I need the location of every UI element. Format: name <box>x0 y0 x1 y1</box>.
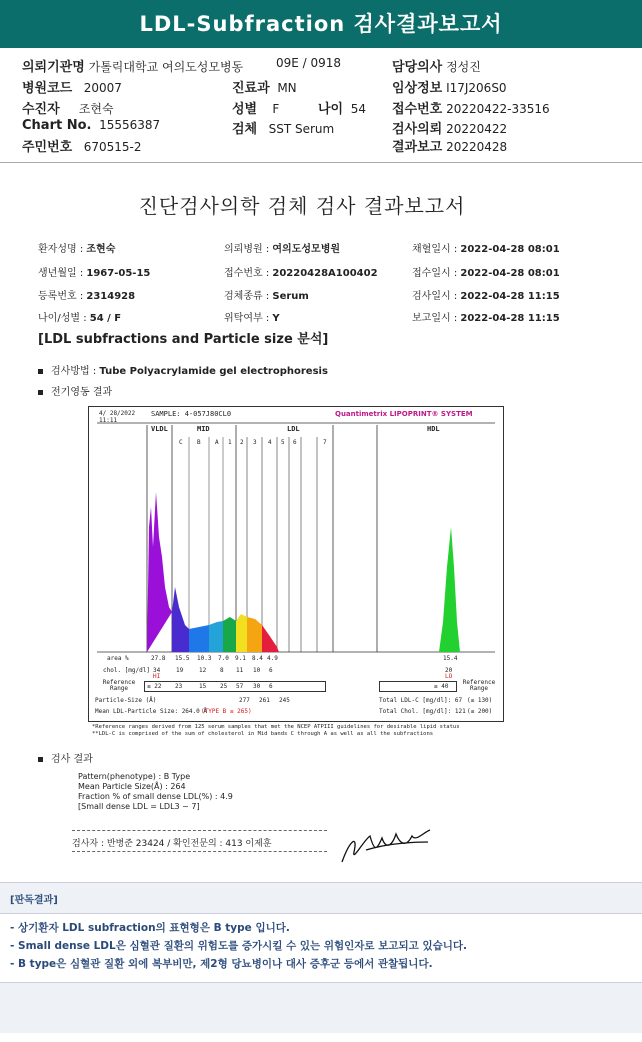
meta-value: 20220422 <box>446 122 508 136</box>
result-block <box>78 772 233 812</box>
field-value: 2022-04-28 08:01 <box>460 268 560 279</box>
field-label: 접수번호 : <box>224 268 270 279</box>
particle-size-value: 261 <box>259 697 270 704</box>
section-heading: [LDL subfractions and Particle size 분석] <box>38 332 329 347</box>
subband-2: 2 <box>240 439 244 446</box>
meta-value: 20007 <box>83 81 122 95</box>
band-label-hdl: HDL <box>427 425 440 433</box>
meta-value: 20220422-33516 <box>446 102 550 116</box>
judgment-line: - Small dense LDL은 심혈관 질환의 위험도를 증가시킬 수 있는 위험인자로 보고되고 있습니다. <box>10 940 468 952</box>
area-value: 8.4 <box>252 655 263 662</box>
field-value: 2022-04-28 11:15 <box>460 313 560 324</box>
result-line: Mean Particle Size(Å) : 264 <box>78 782 186 791</box>
mida-peak <box>209 621 223 652</box>
meta-value: MN <box>277 81 297 95</box>
meta-value: 54 <box>350 102 367 116</box>
total-ldl-label: Total LDL-C [mg/dl]: 67 <box>379 697 463 704</box>
ref-label: Reference Range <box>102 679 136 692</box>
ref-value: 57 <box>236 683 244 690</box>
meta-label: 병원코드 <box>22 81 73 96</box>
subband-5: 5 <box>281 439 285 446</box>
electro-label: 전기영동 결과 <box>51 387 113 398</box>
ldl1-peak <box>223 617 236 652</box>
chart-brand: Quantimetrix LIPOPRINT® SYSTEM <box>335 410 473 418</box>
electrophoresis-chart <box>88 406 504 722</box>
total-chol-label: Total Chol. [mg/dl]: 121 <box>379 708 466 715</box>
ldl4-peak <box>262 625 279 652</box>
meta-value: 15556387 <box>99 118 161 132</box>
metadata-panel <box>0 50 642 163</box>
handwritten-signature <box>336 822 436 872</box>
field-value: 2022-04-28 11:15 <box>460 291 560 302</box>
report-document <box>14 170 590 880</box>
hdl-peak <box>439 527 460 652</box>
meta-value: F <box>272 102 280 116</box>
midc-peak <box>172 587 189 652</box>
subband-4: 4 <box>268 439 272 446</box>
vldl-peak <box>147 492 172 652</box>
total-chol-ref: (≤ 200) <box>467 708 493 715</box>
area-label: area % <box>107 655 129 662</box>
chol-flag-hi: HI <box>153 673 161 680</box>
field-value: 1967-05-15 <box>86 268 151 279</box>
area-value: 4.9 <box>267 655 278 662</box>
ldl3-peak <box>247 617 262 652</box>
chol-value: 19 <box>176 667 184 674</box>
meta-label: 접수번호 <box>392 102 443 117</box>
field-value: Y <box>272 313 280 324</box>
signature-bottom-rule <box>72 851 327 852</box>
meta-label: 의뢰기관명 <box>22 60 85 75</box>
meta-label: 임상정보 <box>392 81 443 96</box>
ref-value: ≤ 22 <box>147 683 162 690</box>
chart-footnote: *Reference ranges derived from 125 serum samples that met the NCEP ATPIII guidelines for desirable lipid status <box>92 724 460 730</box>
chart-footnote: **LDL-C is comprised of the sum of cholesterol in Mid bands C through A as well as all the subfractions <box>92 731 434 737</box>
bullet-icon <box>38 757 43 762</box>
meta-value: 가톨릭대학교 여의도성모병동 <box>88 60 244 74</box>
field-label: 보고일시 : <box>412 313 458 324</box>
report-title: 진단검사의학 검체 검사 결과보고서 <box>138 194 466 218</box>
field-label: 생년월일 : <box>38 268 84 279</box>
field-value: Serum <box>272 291 309 302</box>
area-value: 7.0 <box>218 655 229 662</box>
field-label: 위탁여부 : <box>224 313 270 324</box>
electro-svg <box>89 407 503 721</box>
ref-value: 25 <box>220 683 228 690</box>
ref-value: ≥ 40 <box>434 683 449 690</box>
chol-value: 11 <box>236 667 244 674</box>
chart-time: 11:11 <box>99 417 118 424</box>
total-ldl-ref: (≤ 130) <box>467 697 493 704</box>
subband-6: 6 <box>293 439 297 446</box>
chol-flag-lo: LO <box>445 673 453 680</box>
subband-b: B <box>197 439 201 446</box>
particle-size-label: Particle-Size (Å) <box>95 697 157 704</box>
judgment-header: [판독결과] <box>10 895 58 906</box>
area-value: 15.4 <box>443 655 458 662</box>
chol-value: 34 <box>153 667 161 674</box>
subband-c: C <box>179 439 183 446</box>
field-value: 54 / F <box>89 313 122 324</box>
meta-label: 진료과 <box>232 81 270 96</box>
judgment-line: - 상기환자 LDL subfraction의 표현형은 B type 입니다. <box>10 922 290 934</box>
meta-label: 성별 <box>232 102 258 117</box>
field-value: 2022-04-28 08:01 <box>460 244 560 255</box>
chol-label: chol. [mg/dl] <box>103 667 150 674</box>
field-label: 검체종류 : <box>224 291 270 302</box>
field-value: 20220428A100402 <box>272 268 378 279</box>
meta-label: 나이 <box>318 102 344 117</box>
ref-value: 30 <box>253 683 261 690</box>
ref-value: 6 <box>269 683 273 690</box>
chol-value: 10 <box>253 667 261 674</box>
ref-box <box>144 681 326 692</box>
result-line: [Small dense LDL = LDL3 ~ 7] <box>78 802 200 811</box>
meta-value: 20220428 <box>446 140 508 154</box>
meta-value: I17J206S0 <box>446 81 507 95</box>
mean-particle-size: Mean LDL-Particle Size: 264.0 Å <box>95 708 207 715</box>
meta-label: 주민번호 <box>22 140 73 155</box>
field-value: 여의도성모병원 <box>272 244 341 255</box>
ref-value: 15 <box>199 683 207 690</box>
field-value: 2314928 <box>86 291 136 302</box>
subband-3: 3 <box>253 439 257 446</box>
area-value: 9.1 <box>235 655 246 662</box>
meta-value: SST Serum <box>268 122 335 136</box>
meta-label: Chart No. <box>22 118 92 133</box>
meta-value: 670515-2 <box>83 140 142 154</box>
field-label: 검사일시 : <box>412 291 458 302</box>
judgment-line: - B type은 심혈관 질환 외에 복부비만, 제2형 당뇨병이나 대사 증후군 등에서 관찰됩니다. <box>10 958 433 970</box>
subband-7: 7 <box>323 439 327 446</box>
bullet-icon <box>38 369 43 374</box>
subband-1: 1 <box>228 439 232 446</box>
method-label: 검사방법 : <box>51 366 97 377</box>
meta-label: 결과보고 <box>392 140 443 155</box>
ref-label-hdl: Reference Range <box>462 679 496 692</box>
chart-sample: SAMPLE: 4-057J80CL0 <box>151 410 232 418</box>
meta-value: 정성진 <box>446 60 481 74</box>
midb-peak <box>189 625 209 652</box>
mean-particle-type: (TYPE B ≤ 265) <box>201 708 252 715</box>
meta-label: 담당의사 <box>392 60 443 75</box>
area-value: 27.8 <box>151 655 166 662</box>
report-header-title: LDL-Subfraction 검사결과보고서 <box>0 0 642 48</box>
field-label: 환자성명 : <box>38 244 84 255</box>
area-value: 10.3 <box>197 655 212 662</box>
band-label-ldl: LDL <box>287 425 300 433</box>
field-value: 조현숙 <box>86 244 116 255</box>
subband-a: A <box>215 439 219 446</box>
signature-line: 검사자 : 반병준 23424 / 확인전문의 : 413 이제훈 <box>72 839 272 849</box>
field-label: 접수일시 : <box>412 268 458 279</box>
particle-size-value: 277 <box>239 697 250 704</box>
field-label: 채혈일시 : <box>412 244 458 255</box>
chart-date: 4/ 28/2022 <box>99 410 136 417</box>
chol-value: 6 <box>269 667 273 674</box>
area-value: 15.5 <box>175 655 190 662</box>
chol-value: 8 <box>220 667 224 674</box>
method-value: Tube Polyacrylamide gel electrophoresis <box>99 366 328 377</box>
meta-label: 검체 <box>232 122 258 137</box>
particle-size-value: 245 <box>279 697 290 704</box>
bullet-icon <box>38 390 43 395</box>
meta-label: 검사의뢰 <box>392 122 443 137</box>
band-label-mid: MID <box>197 425 210 433</box>
field-label: 의뢰병원 : <box>224 244 270 255</box>
meta-value: 조현숙 <box>78 102 114 116</box>
field-label: 나이/성별 : <box>38 313 87 324</box>
result-label: 검사 결과 <box>51 754 93 765</box>
field-label: 등록번호 : <box>38 291 84 302</box>
result-line: Pattern(phenotype) : B Type <box>78 772 191 781</box>
signature-top-rule <box>72 830 327 831</box>
band-label-vldl: VLDL <box>151 425 168 433</box>
meta-value: 09E / 0918 <box>276 56 342 70</box>
result-line: Fraction % of small dense LDL(%) : 4.9 <box>78 792 233 801</box>
ldl2-peak <box>236 614 247 652</box>
meta-label: 수진자 <box>22 102 60 117</box>
chol-value: 12 <box>199 667 207 674</box>
ref-value: 23 <box>175 683 183 690</box>
chol-value: 20 <box>445 667 453 674</box>
judgment-section <box>0 882 642 1033</box>
judgment-body <box>0 913 642 983</box>
